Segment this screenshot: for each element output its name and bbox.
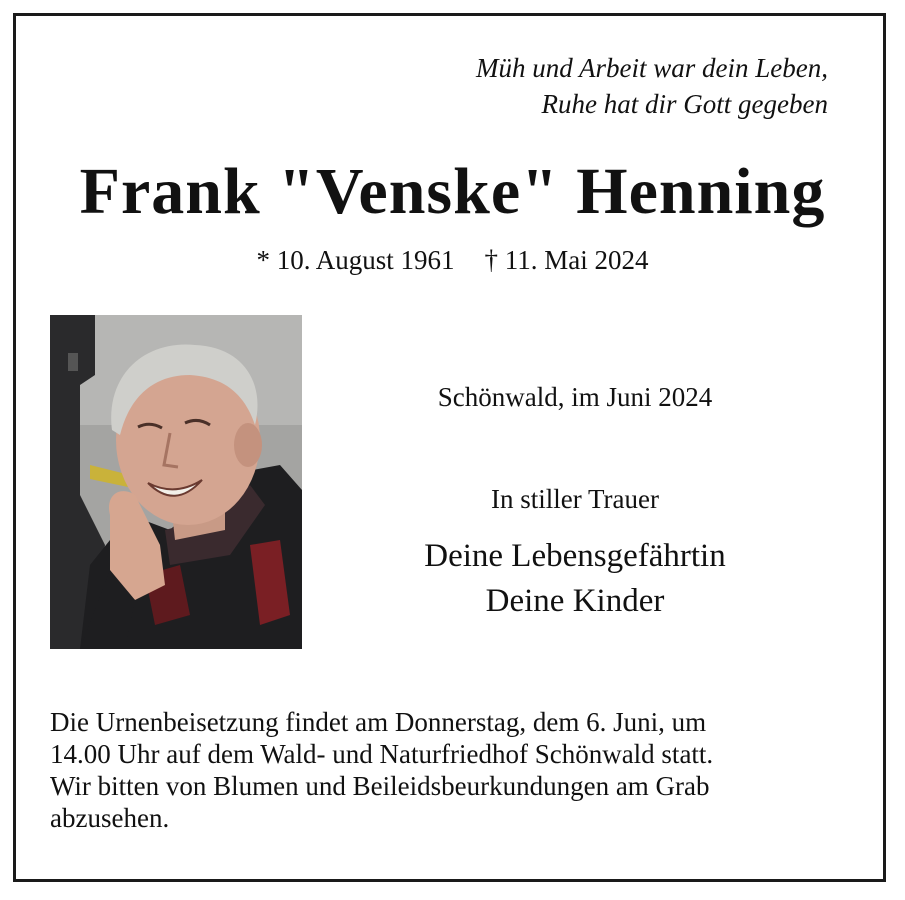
notice-line-4: abzusehen. [50, 803, 170, 833]
signer-children: Deine Kinder [485, 583, 665, 619]
mourning-phrase: In stiller Trauer [491, 484, 659, 514]
portrait-photo [50, 315, 302, 649]
memorial-quote [476, 50, 828, 122]
quote-line-1: Müh und Arbeit war dein Leben, [476, 53, 828, 83]
notice-line-1: Die Urnenbeisetzung findet am Donnerstag, dem 6. Juni, um [50, 707, 707, 737]
quote-line-2: Ruhe hat dir Gott gegeben [541, 89, 828, 119]
life-dates [0, 243, 905, 277]
death-date: † 11. Mai 2024 [484, 245, 649, 275]
signer-partner: Deine Lebensgefährtin [424, 538, 726, 574]
notice-line-2: 14.00 Uhr auf dem Wald- und Naturfriedhof Schönwald statt. [50, 739, 714, 769]
funeral-notice [50, 706, 850, 834]
notice-line-3: Wir bitten von Blumen und Beileidsbeurkundungen am Grab [50, 771, 710, 801]
deceased-name: Frank "Venske" Henning [79, 155, 826, 228]
mourners [345, 534, 805, 624]
place-and-date: Schönwald, im Juni 2024 [437, 382, 713, 412]
birth-date: * 10. August 1961 [256, 245, 455, 275]
